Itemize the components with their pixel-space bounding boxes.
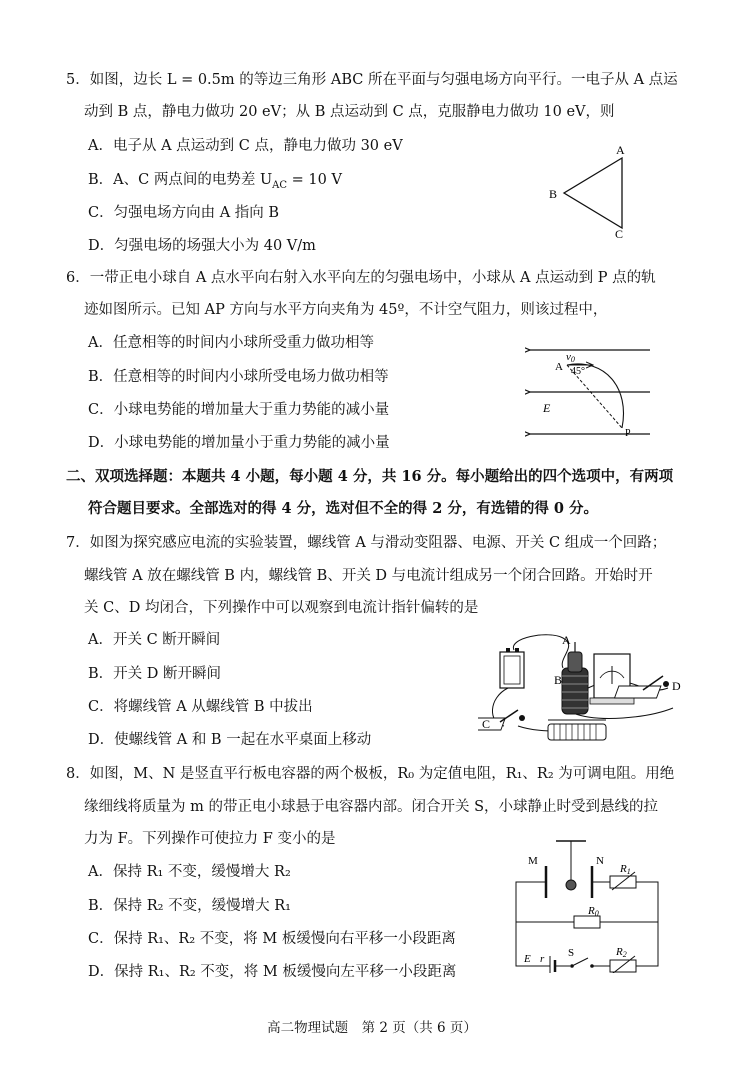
label-c: C bbox=[482, 717, 491, 731]
label-r: r bbox=[540, 953, 545, 965]
q7-apparatus-figure bbox=[478, 628, 700, 750]
ap-dashed-line bbox=[567, 365, 622, 428]
section2-heading-line1: 二、双项选择题：本题共 4 小题，每小题 4 分，共 16 分。每小题给出的四个选项中，有两项 bbox=[66, 468, 674, 485]
q7-stem-line1: 7．如图为探究感应电流的实验装置，螺线管 A 与滑动变阻器、电源、开关 C 组成一个回路； bbox=[66, 535, 667, 551]
wire-right bbox=[636, 882, 658, 966]
q6-option-d: D．小球电势能的增加量小于重力势能的减小量 bbox=[88, 435, 390, 451]
page-footer: 高二物理试题 第 2 页（共 6 页） bbox=[267, 1020, 477, 1036]
q7-option-a: A．开关 C 断开瞬间 bbox=[88, 632, 221, 648]
label-n: N bbox=[596, 855, 604, 867]
q7-stem-line2: 螺线管 A 放在螺线管 B 内，螺线管 B、开关 D 与电流计组成另一个闭合回路。开始时开 bbox=[84, 568, 653, 584]
point-a-label: A bbox=[555, 361, 563, 373]
q8-stem-line1: 8．如图，M、N 是竖直平行板电容器的两个极板，R₀ 为定值电阻，R₁、R₂ 为可调电阻。用绝 bbox=[66, 766, 675, 782]
label-m: M bbox=[528, 855, 538, 867]
battery-icon bbox=[500, 648, 524, 688]
q5-option-b: B．A、C 两点间的电势差 $U_{AC} = 10$ V bbox=[88, 172, 342, 191]
label-b: B bbox=[549, 187, 558, 201]
q7-option-d: D．使螺线管 A 和 B 一起在水平桌面上移动 bbox=[88, 732, 372, 748]
equilateral-triangle bbox=[564, 158, 622, 228]
q6-option-b: B．任意相等的时间内小球所受电场力做功相等 bbox=[88, 369, 389, 385]
section2-heading-line2: 符合题目要求。全部选对的得 4 分，选对但不全的得 2 分，有选错的得 0 分。 bbox=[88, 500, 599, 517]
label-r1: R1 bbox=[620, 863, 631, 876]
q7-option-b: B．开关 D 断开瞬间 bbox=[88, 666, 221, 682]
field-e-label: E bbox=[543, 401, 551, 415]
q5-triangle-figure bbox=[540, 140, 640, 240]
v0-label: v0 bbox=[566, 351, 575, 364]
charged-ball bbox=[566, 880, 576, 890]
q8-circuit-figure bbox=[508, 838, 666, 973]
q8-option-b: B．保持 R₂ 不变，缓慢增大 R₁ bbox=[88, 898, 291, 914]
q5-stem-line1: 5．如图，边长 L = 0.5m 的等边三角形 ABC 所在平面与匀强电场方向平行。一电子从 A 点运 bbox=[66, 72, 678, 88]
label-a: A bbox=[616, 143, 625, 157]
q6-option-c: C．小球电势能的增加量大于重力势能的减小量 bbox=[88, 402, 390, 418]
q6-stem-line2: 迹如图所示。已知 AP 方向与水平方向夹角为 45º，不计空气阻力，则该过程中， bbox=[84, 302, 608, 318]
solenoid-b-icon bbox=[562, 668, 588, 714]
label-a: A bbox=[562, 633, 571, 647]
q5-option-a: A．电子从 A 点运动到 C 点，静电力做功 30 eV bbox=[88, 138, 403, 154]
q8-option-a: A．保持 R₁ 不变，缓慢增大 R₂ bbox=[88, 864, 291, 880]
label-b: B bbox=[554, 673, 563, 687]
q6-option-a: A．任意相等的时间内小球所受重力做功相等 bbox=[88, 335, 374, 351]
label-c: C bbox=[615, 227, 624, 240]
q6-stem-line1: 6．一带正电小球自 A 点水平向右射入水平向左的匀强电场中，小球从 A 点运动到 P 点的轨 bbox=[66, 270, 656, 286]
rheostat-icon bbox=[548, 720, 606, 740]
q8-option-d: D．保持 R₁、R₂ 不变，将 M 板缓慢向左平移一小段距离 bbox=[88, 964, 457, 980]
label-d: D bbox=[672, 679, 681, 693]
point-p-label: P bbox=[625, 428, 631, 438]
angle-label: 45° bbox=[571, 366, 585, 377]
q5-option-c: C．匀强电场方向由 A 指向 B bbox=[88, 205, 280, 221]
q8-option-c: C．保持 R₁、R₂ 不变，将 M 板缓慢向右平移一小段距离 bbox=[88, 931, 456, 947]
q5-option-d: D．匀强电场的场强大小为 40 V/m bbox=[88, 238, 316, 254]
q5-stem-line2: 动到 B 点，静电力做功 20 eV；从 B 点运动到 C 点，克服静电力做功 10 eV，则 bbox=[84, 104, 615, 120]
label-e: E bbox=[524, 953, 531, 965]
q6-field-figure bbox=[525, 338, 660, 438]
q7-option-c: C．将螺线管 A 从螺线管 B 中拔出 bbox=[88, 699, 313, 715]
q7-stem-line3: 关 C、D 均闭合，下列操作中可以观察到电流计指针偏转的是 bbox=[84, 600, 479, 616]
label-s: S bbox=[568, 947, 575, 959]
q8-stem-line3: 力为 F。下列操作可使拉力 F 变小的是 bbox=[84, 831, 336, 847]
label-r0: R0 bbox=[588, 905, 599, 918]
label-r2: R2 bbox=[616, 946, 627, 959]
switch-s-lever bbox=[572, 958, 588, 966]
q8-stem-line2: 缘细线将质量为 m 的带正电小球悬于电容器内部。闭合开关 S，小球静止时受到悬线的拉 bbox=[84, 799, 659, 815]
